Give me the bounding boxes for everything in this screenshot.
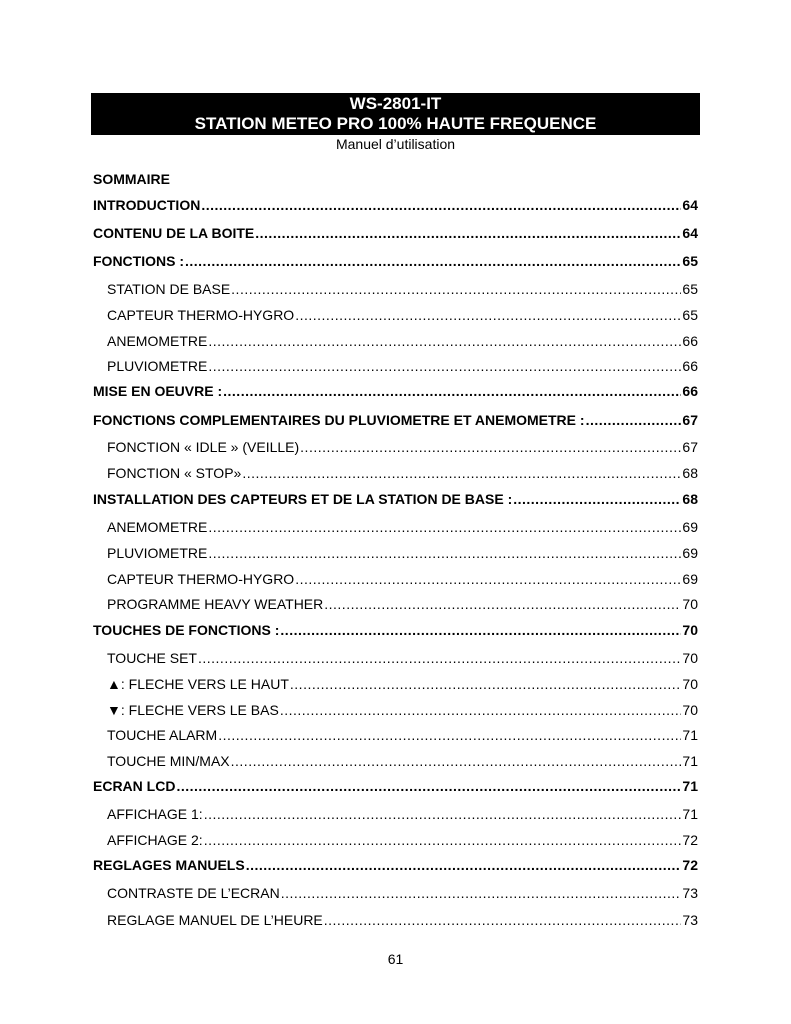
toc-entry[interactable]: [107, 884, 698, 902]
toc-entry[interactable]: [93, 856, 698, 874]
toc-entry-title: ECRAN LCD: [93, 778, 176, 794]
toc-entry[interactable]: [107, 701, 698, 719]
toc-dot-leader: [586, 411, 682, 429]
toc-entry-page: 67: [682, 439, 698, 455]
toc-dot-leader: [176, 777, 681, 795]
toc-entry[interactable]: [93, 224, 698, 242]
toc-entry-page: 70: [682, 676, 698, 692]
toc-dot-leader: [246, 856, 682, 874]
toc-entry-page: 66: [682, 383, 698, 399]
toc-entry[interactable]: [93, 490, 698, 508]
toc-entry[interactable]: [93, 382, 698, 400]
toc-entry[interactable]: [107, 752, 698, 770]
toc-entry-title: ▼: FLECHE VERS LE BAS: [107, 702, 279, 718]
toc-entry-page: 65: [682, 307, 698, 323]
toc-entry-title: REGLAGES MANUELS: [93, 857, 245, 873]
toc-entry-title: CONTRASTE DE L’ECRAN: [107, 885, 280, 901]
toc-dot-leader: [218, 726, 681, 744]
toc-entry-page: 71: [682, 806, 698, 822]
toc-entry-page: 71: [682, 727, 698, 743]
toc-entry-title: TOUCHES DE FONCTIONS :: [93, 622, 280, 638]
toc-entry-page: 71: [682, 753, 698, 769]
toc-entry[interactable]: [107, 570, 698, 588]
toc-entry-page: 69: [682, 545, 698, 561]
toc-entry-page: 73: [682, 912, 698, 928]
toc-dot-leader: [208, 357, 681, 375]
document-title-bar: [91, 93, 700, 135]
toc-entry-page: 70: [682, 702, 698, 718]
toc-dot-leader: [201, 196, 681, 214]
toc-dot-leader: [300, 438, 681, 456]
toc-entry-page: 64: [682, 225, 698, 241]
toc-entry-page: 65: [682, 253, 698, 269]
toc-entry[interactable]: [93, 621, 698, 639]
toc-entry[interactable]: [107, 332, 698, 350]
toc-entry-title: AFFICHAGE 2:: [107, 832, 203, 848]
toc-dot-leader: [295, 306, 681, 324]
toc-dot-leader: [231, 752, 682, 770]
toc-entry-title: PLUVIOMETRE: [107, 358, 208, 374]
toc-entry-page: 70: [682, 622, 698, 638]
toc-dot-leader: [223, 382, 681, 400]
toc-dot-leader: [208, 518, 681, 536]
toc-entry[interactable]: [107, 595, 698, 613]
toc-dot-leader: [204, 831, 682, 849]
toc-dot-leader: [231, 280, 681, 298]
toc-entry[interactable]: [93, 252, 698, 270]
toc-dot-leader: [204, 805, 682, 823]
toc-entry-title: REGLAGE MANUEL DE L’HEURE: [107, 912, 323, 928]
toc-entry-title: TOUCHE MIN/MAX: [107, 753, 230, 769]
toc-entry-page: 64: [682, 197, 698, 213]
toc-dot-leader: [324, 595, 681, 613]
toc-entry[interactable]: [107, 464, 698, 482]
toc-entry-title: FONCTIONS COMPLEMENTAIRES DU PLUVIOMETRE ET ANEMOMETRE :: [93, 412, 585, 428]
toc-entry-title: INTRODUCTION: [93, 197, 201, 213]
toc-entry[interactable]: [107, 649, 698, 667]
toc-entry-page: 65: [682, 281, 698, 297]
toc-entry-title: FONCTIONS :: [93, 253, 184, 269]
toc-entry[interactable]: [107, 357, 698, 375]
toc-entry[interactable]: [107, 911, 698, 929]
toc-entry[interactable]: [93, 777, 698, 795]
toc-entry-title: FONCTION « IDLE » (VEILLE): [107, 439, 300, 455]
toc-dot-leader: [208, 332, 681, 350]
toc-entry-title: PLUVIOMETRE: [107, 545, 208, 561]
toc-entry[interactable]: [93, 411, 698, 429]
toc-dot-leader: [208, 544, 681, 562]
toc-dot-leader: [513, 490, 681, 508]
toc-entry-page: 67: [682, 412, 698, 428]
toc-entry-page: 66: [682, 333, 698, 349]
toc-entry-title: ▲: FLECHE VERS LE HAUT: [107, 676, 289, 692]
toc-dot-leader: [295, 570, 681, 588]
toc-entry-title: CAPTEUR THERMO-HYGRO: [107, 571, 295, 587]
toc-entry-title: AFFICHAGE 1:: [107, 806, 203, 822]
toc-entry[interactable]: [107, 675, 698, 693]
toc-entry[interactable]: [107, 280, 698, 298]
toc-entry[interactable]: [107, 518, 698, 536]
model-title: WS-2801-IT: [349, 94, 442, 113]
toc-entry-page: 71: [682, 778, 698, 794]
toc-dot-leader: [280, 701, 682, 719]
toc-entry-page: 66: [682, 358, 698, 374]
toc-entry-page: 69: [682, 519, 698, 535]
toc-entry[interactable]: [107, 438, 698, 456]
toc-entry-page: 70: [682, 650, 698, 666]
document-subtitle: Manuel d’utilisation: [335, 136, 456, 152]
toc-entry-page: 69: [682, 571, 698, 587]
toc-dot-leader: [198, 649, 681, 667]
toc-entry-title: INSTALLATION DES CAPTEURS ET DE LA STATION DE BASE :: [93, 491, 513, 507]
toc-entry[interactable]: [107, 306, 698, 324]
toc-entry-title: FONCTION « STOP»: [107, 465, 242, 481]
toc-entry-title: CAPTEUR THERMO-HYGRO: [107, 307, 295, 323]
toc-entry-page: 73: [682, 885, 698, 901]
toc-entry-title: MISE EN OEUVRE :: [93, 383, 223, 399]
toc-dot-leader: [290, 675, 682, 693]
toc-entry-title: ANEMOMETRE: [107, 519, 208, 535]
toc-dot-leader: [324, 911, 682, 929]
toc-entry-title: CONTENU DE LA BOITE: [93, 225, 255, 241]
page-number: 61: [387, 951, 404, 967]
toc-heading: SOMMAIRE: [93, 171, 170, 187]
toc-dot-leader: [185, 252, 681, 270]
toc-entry[interactable]: [107, 831, 698, 849]
toc-entry-title: PROGRAMME HEAVY WEATHER: [107, 596, 324, 612]
toc-entry[interactable]: [93, 196, 698, 214]
toc-dot-leader: [255, 224, 681, 242]
toc-entry-title: TOUCHE SET: [107, 650, 197, 666]
toc-entry-title: STATION DE BASE: [107, 281, 231, 297]
toc-dot-leader: [242, 464, 681, 482]
toc-dot-leader: [281, 884, 682, 902]
product-title: STATION METEO PRO 100% HAUTE FREQUENCE: [194, 114, 597, 133]
toc-entry-title: TOUCHE ALARM: [107, 727, 218, 743]
toc-entry-page: 68: [682, 465, 698, 481]
toc-entry-page: 70: [682, 596, 698, 612]
toc-entry[interactable]: [107, 544, 698, 562]
toc-entry-page: 72: [682, 857, 698, 873]
toc-entry-page: 72: [682, 832, 698, 848]
toc-entry-title: ANEMOMETRE: [107, 333, 208, 349]
toc-dot-leader: [280, 621, 681, 639]
toc-entry[interactable]: [107, 805, 698, 823]
toc-entry[interactable]: [107, 726, 698, 744]
toc-entry-page: 68: [682, 491, 698, 507]
